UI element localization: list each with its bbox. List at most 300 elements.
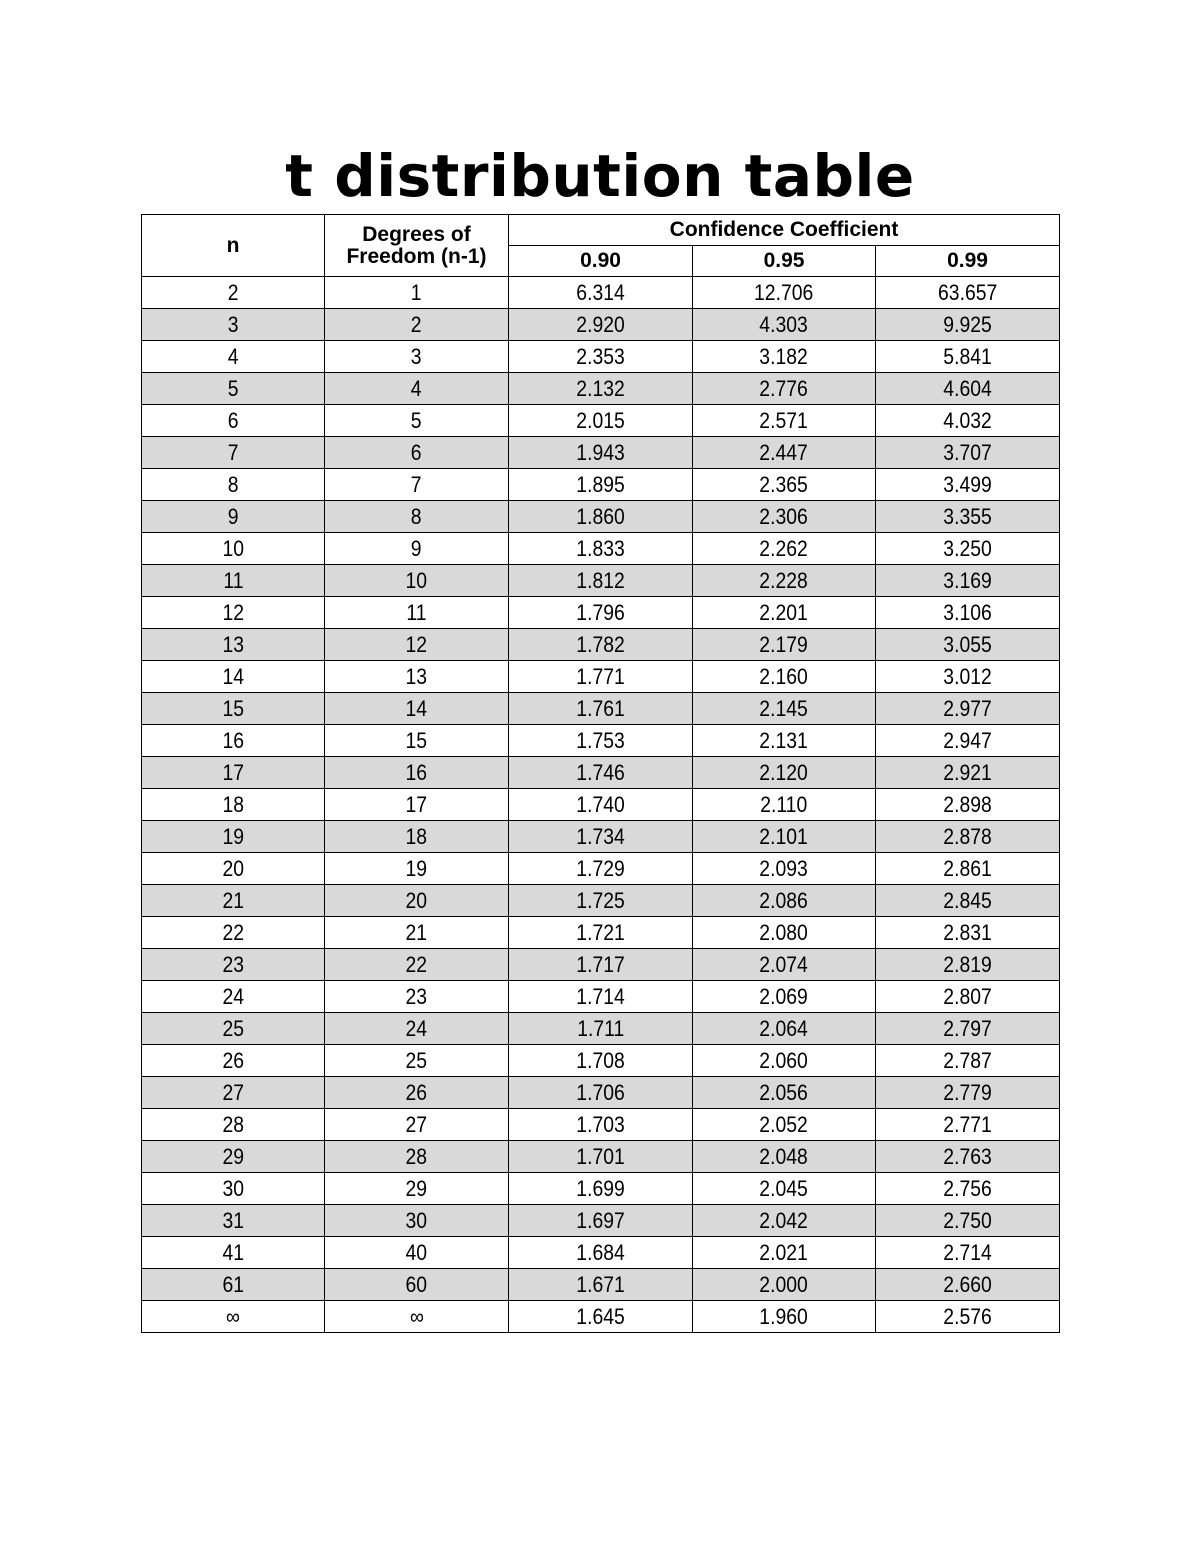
cell-value: 23 [405,983,428,1009]
cell-value: 41 [222,1239,244,1265]
cell-value: 2.131 [759,727,809,753]
cell-t-095 [693,1109,876,1141]
cell-value: 2.771 [943,1111,992,1137]
cell-value: 3.012 [943,663,992,689]
cell-t-090 [509,309,693,341]
cell-value: 20 [222,855,244,881]
cell-t-099 [876,469,1060,501]
cell-value: 29 [405,1175,428,1201]
header-level-090: 0.90 [509,246,693,277]
cell-n [142,885,325,917]
cell-n [142,565,325,597]
cell-t-099 [876,853,1060,885]
table-row [142,821,1060,853]
cell-value: 30 [222,1175,244,1201]
cell-value: 3.055 [943,631,992,657]
table-row [142,757,1060,789]
cell-n [142,853,325,885]
cell-t-099 [876,1301,1060,1333]
cell-t-090 [509,469,693,501]
cell-t-095 [693,277,876,309]
cell-t-090 [509,1301,693,1333]
cell-value: 23 [222,951,244,977]
cell-value: 2.921 [943,759,992,785]
cell-value: 2.201 [759,599,809,625]
cell-n [142,1237,325,1269]
header-degrees-of-freedom [325,215,509,277]
cell-value: 12.706 [754,279,814,305]
cell-dof [325,1269,509,1301]
cell-t-090 [509,1077,693,1109]
cell-n [142,789,325,821]
cell-value: 1.729 [576,855,625,881]
table-row [142,1045,1060,1077]
cell-value: 1 [411,279,422,305]
cell-t-090 [509,725,693,757]
cell-value: 1.740 [576,791,625,817]
cell-n [142,981,325,1013]
cell-n [142,1109,325,1141]
cell-value: 7 [227,439,239,465]
cell-n [142,373,325,405]
cell-value: 22 [222,919,244,945]
cell-value: 17 [222,759,244,785]
cell-t-095 [693,405,876,437]
cell-value: 2.074 [759,951,809,977]
cell-t-099 [876,341,1060,373]
cell-value: 2.056 [759,1079,809,1105]
cell-value: 21 [222,887,244,913]
cell-t-090 [509,1013,693,1045]
cell-t-090 [509,629,693,661]
header-row-top [142,215,1060,246]
cell-t-090 [509,661,693,693]
cell-t-095 [693,501,876,533]
table-row [142,1077,1060,1109]
cell-t-090 [509,437,693,469]
table-row [142,725,1060,757]
cell-value: 2.000 [759,1271,809,1297]
cell-value: 2.069 [759,983,809,1009]
cell-t-099 [876,949,1060,981]
cell-t-095 [693,885,876,917]
cell-value: 16 [222,727,244,753]
cell-n [142,277,325,309]
table-row [142,1109,1060,1141]
cell-value: 9 [411,535,422,561]
cell-t-090 [509,757,693,789]
header-confidence-coefficient: Confidence Coefficient [509,215,1060,246]
table-row [142,1237,1060,1269]
cell-value: 1.697 [576,1207,625,1233]
cell-t-090 [509,917,693,949]
cell-t-099 [876,1109,1060,1141]
cell-value: 2.660 [943,1271,992,1297]
cell-n [142,1269,325,1301]
cell-t-095 [693,949,876,981]
cell-value: 2.920 [576,311,625,337]
cell-value: 3.355 [943,503,992,529]
cell-value: 2.776 [759,375,809,401]
cell-n [142,1077,325,1109]
cell-value: 2.021 [759,1239,809,1265]
cell-t-090 [509,373,693,405]
cell-dof [325,1205,509,1237]
cell-t-099 [876,1205,1060,1237]
cell-value: 2.160 [759,663,809,689]
cell-value: 2.101 [759,823,809,849]
dof-label-line1: Degrees of [362,222,471,246]
cell-t-099 [876,437,1060,469]
cell-value: 2.365 [759,471,809,497]
cell-value: 15 [222,695,244,721]
cell-dof [325,437,509,469]
cell-t-095 [693,853,876,885]
cell-value: 26 [405,1079,428,1105]
table-row [142,565,1060,597]
cell-value: 2.763 [943,1143,992,1169]
cell-t-095 [693,693,876,725]
cell-value: 28 [405,1143,428,1169]
cell-value: 6 [411,439,422,465]
cell-t-090 [509,1173,693,1205]
cell-dof [325,1013,509,1045]
dof-label-line2: Freedom (n-1) [346,244,487,268]
cell-dof [325,1173,509,1205]
cell-t-095 [693,1269,876,1301]
cell-value: 2.306 [759,503,809,529]
cell-n [142,341,325,373]
cell-value: 14 [222,663,244,689]
cell-value: 7 [411,471,422,497]
cell-dof [325,277,509,309]
cell-value: 2.447 [759,439,809,465]
cell-value: 6.314 [576,279,625,305]
cell-t-099 [876,693,1060,725]
cell-value: 27 [405,1111,428,1137]
table-row [142,629,1060,661]
cell-t-099 [876,885,1060,917]
cell-value: 2.787 [943,1047,992,1073]
table-row [142,853,1060,885]
cell-t-090 [509,1141,693,1173]
cell-t-090 [509,1205,693,1237]
cell-value: 1.714 [576,983,625,1009]
cell-value: 2.353 [576,343,625,369]
cell-value: 21 [405,919,428,945]
table-row [142,341,1060,373]
cell-n [142,725,325,757]
cell-value: 1.717 [576,951,625,977]
cell-value: 2.797 [943,1015,992,1041]
cell-t-095 [693,629,876,661]
cell-t-095 [693,1237,876,1269]
cell-n [142,405,325,437]
cell-value: 1.708 [576,1047,625,1073]
cell-value: 2 [411,311,422,337]
cell-value: 11 [406,599,427,625]
cell-value: 3.106 [943,599,992,625]
cell-value: 2.145 [759,695,809,721]
cell-n [142,533,325,565]
table-row [142,949,1060,981]
cell-dof [325,501,509,533]
cell-value: 20 [405,887,428,913]
cell-t-090 [509,821,693,853]
cell-value: 1.645 [576,1303,625,1329]
table-row [142,885,1060,917]
header-n: n [142,215,325,277]
cell-value: 1.701 [576,1143,625,1169]
cell-dof [325,469,509,501]
cell-value: 2.878 [943,823,992,849]
cell-t-090 [509,565,693,597]
cell-t-095 [693,1173,876,1205]
cell-t-099 [876,917,1060,949]
cell-value: 2.571 [759,407,809,433]
cell-dof [325,789,509,821]
cell-t-095 [693,1013,876,1045]
cell-value: 2.064 [759,1015,809,1041]
cell-value: 10 [405,567,428,593]
cell-value: 16 [405,759,428,785]
table-row [142,469,1060,501]
cell-value: 27 [222,1079,244,1105]
cell-value: 1.895 [576,471,625,497]
cell-n [142,949,325,981]
cell-t-095 [693,373,876,405]
cell-dof [325,853,509,885]
cell-value: 2.831 [943,919,992,945]
table-row [142,1269,1060,1301]
cell-n [142,821,325,853]
cell-dof [325,597,509,629]
cell-t-095 [693,1301,876,1333]
table-row [142,533,1060,565]
table-body [142,277,1060,1333]
cell-n [142,1141,325,1173]
cell-value: 3.250 [943,535,992,561]
cell-value: 2.179 [759,631,809,657]
header-level-099: 0.99 [876,246,1060,277]
cell-value: 18 [222,791,244,817]
cell-value: 13 [222,631,244,657]
cell-value: 5 [411,407,422,433]
cell-value: 5 [227,375,239,401]
cell-t-095 [693,565,876,597]
cell-value: 1.812 [576,567,625,593]
cell-value: 1.796 [576,599,625,625]
cell-value: 17 [405,791,428,817]
cell-t-099 [876,821,1060,853]
table-row [142,437,1060,469]
table-row [142,309,1060,341]
cell-t-099 [876,1269,1060,1301]
table-row [142,693,1060,725]
cell-value: 3.182 [759,343,809,369]
cell-t-090 [509,1109,693,1141]
cell-value: 9.925 [943,311,992,337]
cell-value: 14 [405,695,428,721]
cell-value: 1.753 [576,727,625,753]
cell-t-095 [693,1077,876,1109]
cell-t-095 [693,597,876,629]
cell-value: 2.132 [576,375,625,401]
cell-n [142,437,325,469]
cell-t-090 [509,501,693,533]
cell-value: 1.703 [576,1111,625,1137]
cell-dof [325,565,509,597]
cell-t-090 [509,533,693,565]
cell-value: 2.042 [759,1207,809,1233]
table-row [142,597,1060,629]
cell-t-099 [876,501,1060,533]
cell-value: 11 [222,567,244,593]
cell-t-090 [509,1045,693,1077]
cell-t-090 [509,1269,693,1301]
cell-value: 2 [227,279,239,305]
cell-t-095 [693,981,876,1013]
cell-value: 15 [405,727,428,753]
cell-n [142,917,325,949]
cell-t-095 [693,309,876,341]
cell-value: 2.861 [943,855,992,881]
cell-value: 2.015 [576,407,625,433]
cell-value: 1.721 [576,919,625,945]
table-row [142,501,1060,533]
cell-value: 1.711 [576,1015,624,1041]
cell-dof [325,917,509,949]
cell-value: 2.845 [943,887,992,913]
cell-value: 1.860 [576,503,625,529]
cell-n [142,629,325,661]
cell-t-099 [876,789,1060,821]
cell-value: 3 [227,311,239,337]
cell-value: 9 [227,503,239,529]
cell-value: 3.499 [943,471,992,497]
cell-value: 1.833 [576,535,625,561]
table-row [142,1301,1060,1333]
cell-value: 13 [405,663,428,689]
table-header [142,215,1060,277]
cell-value: 8 [411,503,422,529]
cell-t-090 [509,277,693,309]
cell-t-090 [509,885,693,917]
cell-n [142,597,325,629]
header-level-095: 0.95 [693,246,876,277]
cell-value: 25 [222,1015,244,1041]
cell-dof [325,405,509,437]
cell-dof [325,309,509,341]
cell-t-095 [693,341,876,373]
cell-t-095 [693,437,876,469]
cell-t-099 [876,373,1060,405]
cell-value: 2.977 [943,695,992,721]
cell-value: 24 [405,1015,428,1041]
cell-t-090 [509,853,693,885]
cell-dof [325,693,509,725]
cell-value: 1.684 [576,1239,625,1265]
cell-t-099 [876,309,1060,341]
cell-t-099 [876,565,1060,597]
cell-value: 8 [227,471,239,497]
cell-value: 1.782 [576,631,625,657]
t-distribution-table [141,214,1060,1333]
table-row [142,661,1060,693]
cell-dof [325,1077,509,1109]
cell-t-090 [509,405,693,437]
cell-t-095 [693,917,876,949]
cell-value: 1.725 [576,887,625,913]
cell-dof [325,373,509,405]
cell-t-090 [509,981,693,1013]
table-row [142,1013,1060,1045]
cell-t-090 [509,789,693,821]
cell-value: 2.048 [759,1143,809,1169]
cell-t-099 [876,277,1060,309]
cell-t-090 [509,693,693,725]
cell-value: 2.750 [943,1207,992,1233]
cell-value: 2.819 [943,951,992,977]
cell-value: 29 [222,1143,244,1169]
cell-dof [325,885,509,917]
cell-n [142,501,325,533]
cell-value: 1.943 [576,439,625,465]
cell-value: 1.734 [576,823,625,849]
cell-value: 2.714 [943,1239,992,1265]
cell-dof [325,1045,509,1077]
cell-value: 28 [222,1111,244,1137]
cell-dof [325,1141,509,1173]
cell-value: 3.707 [943,439,992,465]
cell-value: 18 [405,823,428,849]
cell-t-090 [509,1237,693,1269]
cell-value: 31 [222,1207,244,1233]
cell-t-095 [693,821,876,853]
cell-value: 26 [222,1047,244,1073]
cell-dof [325,1301,509,1333]
cell-t-095 [693,1141,876,1173]
cell-dof [325,725,509,757]
cell-t-099 [876,661,1060,693]
cell-value: 5.841 [943,343,992,369]
cell-value: 2.120 [759,759,809,785]
cell-t-099 [876,1173,1060,1205]
cell-value: ∞ [409,1303,424,1329]
cell-n [142,1173,325,1205]
cell-t-095 [693,469,876,501]
cell-value: 4 [411,375,422,401]
cell-n [142,757,325,789]
cell-dof [325,1237,509,1269]
cell-t-099 [876,725,1060,757]
table-row [142,1141,1060,1173]
cell-dof [325,981,509,1013]
cell-t-090 [509,341,693,373]
cell-t-099 [876,629,1060,661]
table-row [142,373,1060,405]
page-title: t distribution table [285,142,915,210]
cell-value: 1.706 [576,1079,625,1105]
cell-n [142,469,325,501]
table-row [142,277,1060,309]
cell-value: 1.746 [576,759,625,785]
table-row [142,789,1060,821]
cell-value: 10 [222,535,244,561]
cell-value: 19 [222,823,244,849]
table-row [142,917,1060,949]
cell-t-099 [876,1077,1060,1109]
